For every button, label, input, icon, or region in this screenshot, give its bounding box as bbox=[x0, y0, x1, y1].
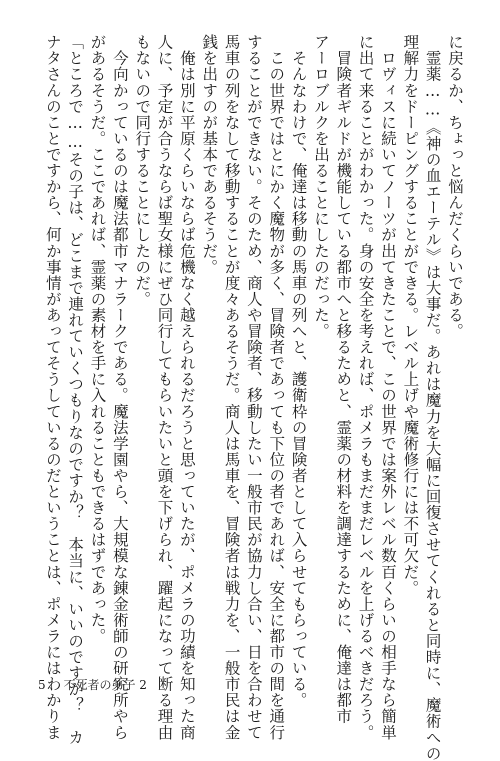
text-line: があるそうだ。ここであれば、霊薬の素材を手に入れることもできるはずであった。 bbox=[88, 34, 107, 644]
text-line: 人に、予定が合うならば聖女様にぜひ同行してもらいたいと頭を下げられ、躍起になって断る理由 bbox=[155, 34, 174, 741]
text-line: 理解力をドーピングすることができる。レベル上げや魔術修行には不可欠だ。 bbox=[401, 34, 420, 596]
text-line: に出て来ることがわかった。身の安全を考えれば、ポメラもまだまだレベルを上げるべきだろう。 bbox=[356, 34, 375, 741]
text-line: 霊薬……《神の血エーテル》は大事だ。あれは魔力を大幅に回復させてくれると同時に、魔術への bbox=[423, 34, 442, 761]
book-title: 不死者の弟子 2 bbox=[63, 678, 147, 692]
text-line: 冒険者ギルドが機能している都市へと移るためと、霊薬の材料を調達するために、俺達は都市 bbox=[334, 34, 353, 725]
text-line: に戻るか、ちょっと悩んだくらいである。 bbox=[446, 34, 464, 339]
page-footer bbox=[38, 676, 147, 693]
text-line: ナタさんのことですから、何か事情があってそうしているのだということは、ポメラにはわかりま bbox=[43, 34, 62, 741]
text-line: 「ところで……その子は、どこまで連れていくつもりなのですか？ 本当に、いいのですか？ カ bbox=[66, 34, 85, 746]
text-line: アーロブルクを出ることにしたのだった。 bbox=[311, 34, 330, 339]
text-line: ロヴィスに続いてノーツが出てきたことで、この世界では案外レベル数百くらいの相手なら簡単 bbox=[378, 34, 397, 741]
text-line: 俺は別に平原くらいならば危機なく越えられるだろうと思っていたが、ポメラの功績を知った商 bbox=[177, 34, 196, 741]
text-line: そんなわけで、俺達は移動の馬車の列へと、護衛枠の冒険者として入らせてもらっている。 bbox=[289, 34, 308, 709]
page-number: 5 bbox=[38, 678, 46, 692]
text-line: 馬車の列をなして移動することが度々あるそうだ。商人は馬車を、冒険者は戦力を、一般市民は金 bbox=[222, 34, 241, 741]
text-line: することができない。そのため、商人や冒険者、移動したい一般市民が協力し合い、日を合わせて bbox=[244, 34, 263, 741]
text-line: もないので同行することにしたのだ。 bbox=[133, 34, 152, 307]
text-line: 今向かっているのは魔法都市マナラークである。魔法学園やら、大規模な錬金術師の研究所やら bbox=[110, 34, 129, 741]
text-line: この世界ではとにかく魔物が多く、冒険者であっても下位の者であれば、安全に都市の間を通行 bbox=[267, 34, 286, 741]
text-line: 銭を出すのが基本であるそうだ。 bbox=[200, 34, 219, 275]
